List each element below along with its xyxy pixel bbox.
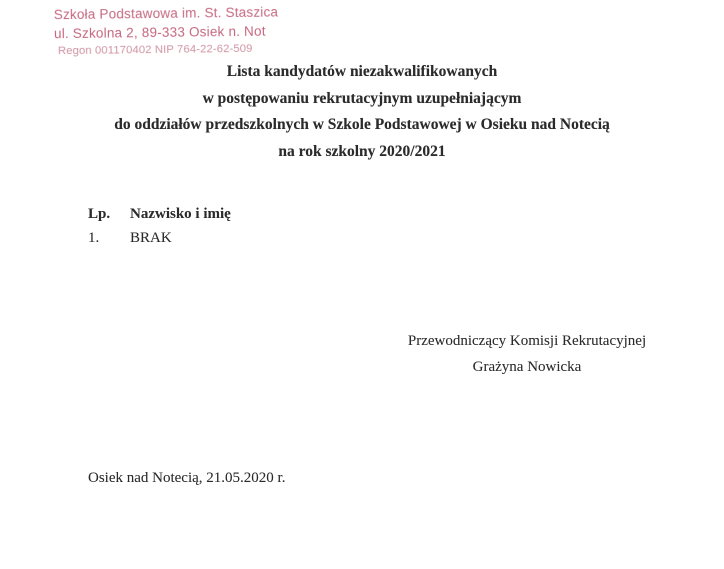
signature-name: Grażyna Nowicka bbox=[472, 358, 582, 375]
title-line-3: do oddziałów przedszkolnych w Szkole Podstawowej w Osieku nad Notecią bbox=[114, 116, 610, 133]
school-stamp bbox=[53, 3, 279, 60]
title-line-2: w postępowaniu rekrutacyjnym uzupełniającym bbox=[202, 89, 522, 107]
title-line-4: na rok szkolny 2020/2021 bbox=[278, 142, 446, 160]
stamp-address: ul. Szkolna 2, 89-333 Osiek n. Not bbox=[53, 23, 266, 42]
stamp-school-name: Szkoła Podstawowa im. St. Staszica bbox=[53, 4, 279, 23]
document-title bbox=[0, 59, 724, 165]
title-line-1: Lista kandydatów niezakwalifikowanych bbox=[226, 63, 498, 80]
row-candidate-name: BRAK bbox=[130, 230, 172, 246]
row-number: 1. bbox=[88, 230, 100, 246]
column-header-lp: Lp. bbox=[88, 206, 111, 222]
signature-role: Przewodniczący Komisji Rekrutacyjnej bbox=[407, 333, 647, 349]
stamp-regon-nip: Regon 001170402 NIP 764-22-62-509 bbox=[57, 42, 253, 58]
place-and-date: Osiek nad Notecią, 21.05.2020 r. bbox=[88, 470, 286, 486]
column-header-name: Nazwisko i imię bbox=[130, 206, 231, 222]
signature-block bbox=[400, 329, 654, 380]
